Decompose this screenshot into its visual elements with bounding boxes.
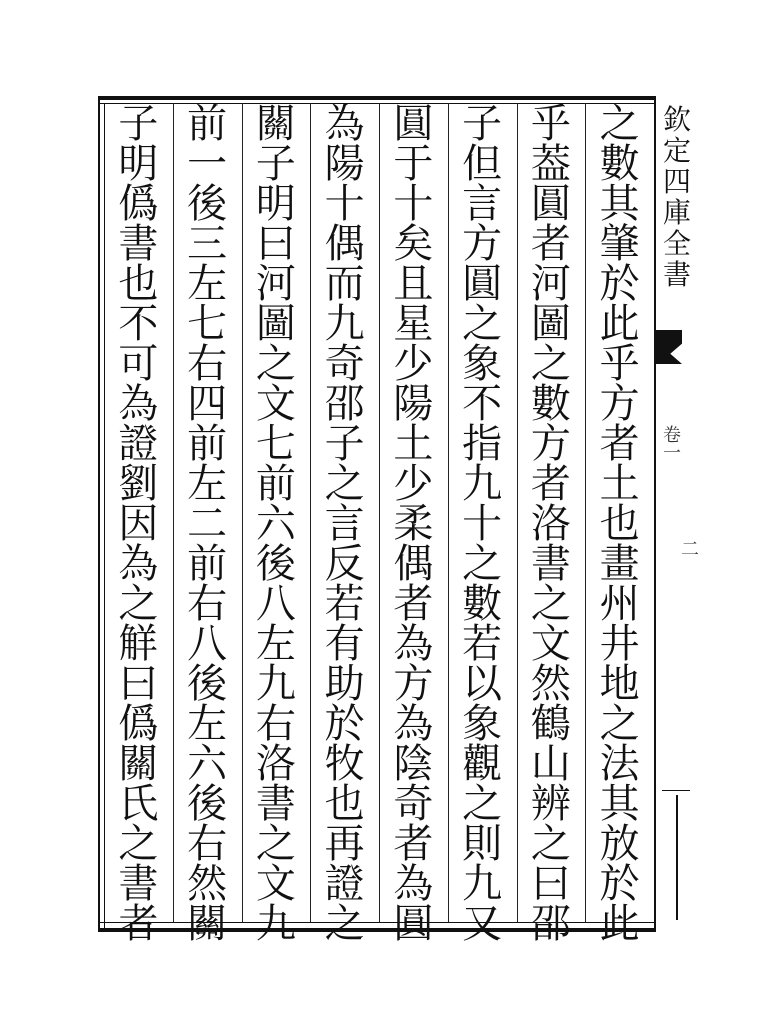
text-char: 九 <box>255 901 296 947</box>
text-char: 地 <box>599 661 640 707</box>
text-char: 曰 <box>255 221 296 267</box>
text-char: 少 <box>393 461 434 507</box>
text-char: 之 <box>118 581 159 627</box>
text-char: 前 <box>255 461 296 507</box>
text-char: 九 <box>462 461 503 507</box>
text-char: 言 <box>324 501 365 547</box>
text-char: 不 <box>462 381 503 427</box>
text-char: 為 <box>118 541 159 587</box>
text-char: 之 <box>599 101 640 147</box>
text-char: 土 <box>599 461 640 507</box>
text-char: 子 <box>118 101 159 147</box>
text-char: 洛 <box>530 501 571 547</box>
text-char: 再 <box>324 821 365 867</box>
text-char: 文 <box>255 381 296 427</box>
text-char: 畫 <box>599 541 640 587</box>
text-char: 僞 <box>118 181 159 227</box>
text-char: 且 <box>393 261 434 307</box>
text-char: 但 <box>462 141 503 187</box>
text-char: 象 <box>462 701 503 747</box>
text-char: 也 <box>599 501 640 547</box>
text-char: 十 <box>462 501 503 547</box>
text-char: 觧 <box>118 621 159 667</box>
text-char: 僞 <box>118 701 159 747</box>
text-char: 又 <box>462 901 503 947</box>
margin-title <box>660 104 694 290</box>
text-char: 於 <box>599 861 640 907</box>
text-char: 前 <box>187 541 228 587</box>
text-char: 之 <box>324 901 365 947</box>
text-char: 曰 <box>118 661 159 707</box>
frame-left-inner-border <box>104 103 105 928</box>
leaf-number: 二 <box>681 539 699 560</box>
text-char: 反 <box>324 541 365 587</box>
text-char: 者 <box>118 901 159 947</box>
text-char: 數 <box>462 581 503 627</box>
text-char: 之 <box>255 821 296 867</box>
text-char: 圖 <box>255 301 296 347</box>
text-char: 八 <box>255 581 296 627</box>
text-char: 邵 <box>324 381 365 427</box>
text-char: 者 <box>530 221 571 267</box>
text-char: 右 <box>187 581 228 627</box>
text-char: 之 <box>324 461 365 507</box>
text-char: 此 <box>599 301 640 347</box>
text-char: 者 <box>393 581 434 627</box>
text-column-4 <box>385 101 441 947</box>
text-char: 為 <box>393 861 434 907</box>
text-char: 以 <box>462 661 503 707</box>
text-char: 於 <box>324 701 365 747</box>
text-char: 關 <box>187 901 228 947</box>
text-char: 此 <box>599 901 640 947</box>
text-char: 奇 <box>324 341 365 387</box>
frame-right-border <box>654 96 656 932</box>
text-char: 書 <box>118 221 159 267</box>
text-char: 少 <box>393 341 434 387</box>
text-char: 之 <box>530 581 571 627</box>
text-char: 氏 <box>118 781 159 827</box>
margin-title-char: 全 <box>662 227 691 260</box>
text-char: 之 <box>255 341 296 387</box>
text-char: 然 <box>187 861 228 907</box>
text-char: 然 <box>530 661 571 707</box>
text-char: 為 <box>118 381 159 427</box>
text-char: 左 <box>255 621 296 667</box>
text-char: 九 <box>462 861 503 907</box>
margin-vertical-mark <box>676 795 678 920</box>
text-char: 明 <box>255 181 296 227</box>
text-char: 于 <box>393 141 434 187</box>
text-column-2 <box>523 101 579 947</box>
text-char: 十 <box>393 181 434 227</box>
text-char: 左 <box>187 261 228 307</box>
text-char: 八 <box>187 621 228 667</box>
frame-left-border <box>98 96 100 932</box>
text-char: 之 <box>462 541 503 587</box>
margin-title-char: 庫 <box>662 196 691 229</box>
text-char: 法 <box>599 741 640 787</box>
margin-title-char: 欽 <box>662 103 691 136</box>
text-char: 若 <box>462 621 503 667</box>
text-char: 圓 <box>393 901 434 947</box>
text-char: 井 <box>599 621 640 667</box>
text-char: 六 <box>187 741 228 787</box>
text-char: 三 <box>187 221 228 267</box>
text-char: 書 <box>530 541 571 587</box>
text-char: 之 <box>462 781 503 827</box>
text-char: 關 <box>255 101 296 147</box>
text-char: 前 <box>187 421 228 467</box>
text-char: 圓 <box>462 261 503 307</box>
text-char: 其 <box>599 181 640 227</box>
text-char: 奇 <box>393 781 434 827</box>
text-char: 左 <box>187 701 228 747</box>
text-char: 十 <box>324 181 365 227</box>
column-rule <box>517 103 518 922</box>
text-char: 矣 <box>393 221 434 267</box>
text-char: 也 <box>324 781 365 827</box>
text-char: 七 <box>255 421 296 467</box>
text-char: 洛 <box>255 741 296 787</box>
text-char: 者 <box>530 461 571 507</box>
column-rule <box>448 103 449 922</box>
text-char: 者 <box>393 821 434 867</box>
text-char: 子 <box>324 421 365 467</box>
text-char: 為 <box>324 101 365 147</box>
text-char: 也 <box>118 261 159 307</box>
text-char: 前 <box>187 101 228 147</box>
column-rule <box>585 103 586 922</box>
text-char: 後 <box>187 181 228 227</box>
text-char: 文 <box>530 621 571 667</box>
text-char: 者 <box>599 421 640 467</box>
text-column-8 <box>110 101 166 947</box>
text-char: 子 <box>462 101 503 147</box>
text-char: 其 <box>599 781 640 827</box>
text-char: 之 <box>530 821 571 867</box>
text-char: 方 <box>462 221 503 267</box>
text-char: 肇 <box>599 221 640 267</box>
text-char: 州 <box>599 581 640 627</box>
frame-top-border <box>98 96 654 100</box>
text-char: 圓 <box>393 101 434 147</box>
text-char: 九 <box>255 661 296 707</box>
text-char: 為 <box>393 701 434 747</box>
margin-title-char: 四 <box>662 165 691 198</box>
text-column-1 <box>592 101 648 947</box>
text-char: 而 <box>324 261 365 307</box>
text-char: 證 <box>118 421 159 467</box>
margin-title-char: 書 <box>662 258 691 291</box>
text-char: 方 <box>393 661 434 707</box>
text-char: 邵 <box>530 901 571 947</box>
text-char: 山 <box>530 741 571 787</box>
text-char: 為 <box>393 621 434 667</box>
text-char: 二 <box>187 501 228 547</box>
text-char: 鶴 <box>530 701 571 747</box>
text-column-6 <box>248 101 304 947</box>
text-char: 觀 <box>462 741 503 787</box>
text-char: 土 <box>393 421 434 467</box>
text-char: 圖 <box>530 301 571 347</box>
text-char: 四 <box>187 381 228 427</box>
text-char: 象 <box>462 341 503 387</box>
text-char: 後 <box>187 781 228 827</box>
text-char: 方 <box>599 381 640 427</box>
text-column-5 <box>317 101 373 947</box>
text-char: 指 <box>462 421 503 467</box>
text-column-7 <box>179 101 235 947</box>
text-char: 有 <box>324 621 365 667</box>
text-char: 書 <box>255 781 296 827</box>
text-char: 關 <box>118 741 159 787</box>
margin-title-char: 定 <box>662 134 691 167</box>
text-char: 證 <box>324 861 365 907</box>
text-char: 星 <box>393 301 434 347</box>
column-rule <box>242 103 243 922</box>
margin-rule <box>662 790 690 791</box>
column-rule <box>310 103 311 922</box>
text-char: 葢 <box>530 141 571 187</box>
text-char: 偶 <box>324 221 365 267</box>
text-char: 言 <box>462 181 503 227</box>
text-char: 陰 <box>393 741 434 787</box>
text-char: 九 <box>324 301 365 347</box>
text-char: 放 <box>599 821 640 867</box>
text-char: 後 <box>255 541 296 587</box>
text-char: 劉 <box>118 461 159 507</box>
text-char: 助 <box>324 661 365 707</box>
text-char: 後 <box>187 661 228 707</box>
text-char: 河 <box>255 261 296 307</box>
text-char: 右 <box>187 821 228 867</box>
text-char: 左 <box>187 461 228 507</box>
text-char: 陽 <box>393 381 434 427</box>
text-char: 文 <box>255 861 296 907</box>
text-char: 圓 <box>530 181 571 227</box>
text-char: 數 <box>530 381 571 427</box>
text-char: 乎 <box>599 341 640 387</box>
text-char: 偶 <box>393 541 434 587</box>
text-char: 六 <box>255 501 296 547</box>
column-rule <box>379 103 380 922</box>
juan-label: 卷一 <box>660 425 681 461</box>
text-column-3 <box>454 101 510 947</box>
fishtail-mark <box>656 330 682 364</box>
text-char: 之 <box>530 341 571 387</box>
text-char: 若 <box>324 581 365 627</box>
text-char: 明 <box>118 141 159 187</box>
text-char: 陽 <box>324 141 365 187</box>
text-char: 七 <box>187 301 228 347</box>
text-char: 於 <box>599 261 640 307</box>
text-char: 之 <box>599 701 640 747</box>
text-char: 乎 <box>530 101 571 147</box>
text-char: 則 <box>462 821 503 867</box>
text-char: 河 <box>530 261 571 307</box>
text-char: 之 <box>118 821 159 867</box>
text-char: 方 <box>530 421 571 467</box>
text-char: 不 <box>118 301 159 347</box>
text-char: 右 <box>187 341 228 387</box>
text-char: 書 <box>118 861 159 907</box>
text-char: 可 <box>118 341 159 387</box>
text-char: 因 <box>118 501 159 547</box>
text-char: 柔 <box>393 501 434 547</box>
text-char: 數 <box>599 141 640 187</box>
text-char: 曰 <box>530 861 571 907</box>
text-char: 一 <box>187 141 228 187</box>
text-char: 之 <box>462 301 503 347</box>
text-char: 子 <box>255 141 296 187</box>
text-char: 右 <box>255 701 296 747</box>
text-char: 辨 <box>530 781 571 827</box>
text-char: 牧 <box>324 741 365 787</box>
column-rule <box>173 103 174 922</box>
